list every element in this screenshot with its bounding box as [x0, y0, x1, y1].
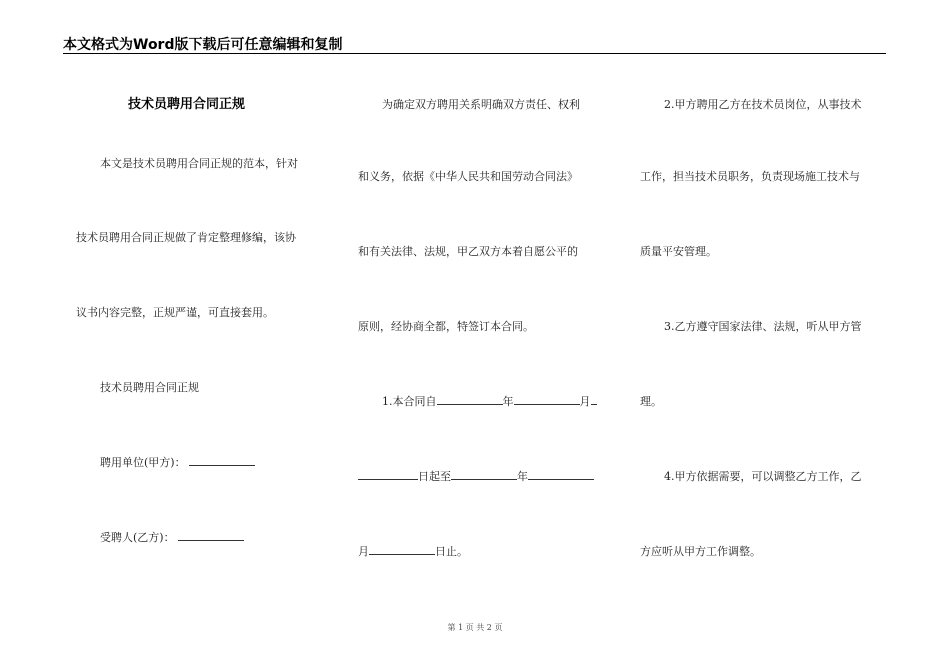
clause-1-text-d: 日起至 — [418, 470, 451, 483]
clause-1-text-e: 年 — [517, 470, 528, 483]
start-day-blank-start — [591, 393, 597, 405]
end-day-blank — [369, 543, 435, 555]
start-month-blank — [514, 393, 580, 405]
clause-3-line-1: 3.乙方遵守国家法律、法规，听从甲方管 — [664, 320, 862, 333]
page-header: 本文格式为Word版下载后可任意编辑和复制 — [63, 37, 343, 53]
employer-field — [100, 454, 255, 470]
clause-3-line-2: 理。 — [640, 395, 662, 408]
clause-1-text-a: 1.本合同自 — [382, 395, 437, 408]
intro-line-3: 议书内容完整，正规严谨，可直接套用。 — [76, 306, 274, 319]
preamble-line-1: 为确定双方聘用关系明确双方责任、权利 — [382, 98, 580, 111]
employee-blank — [178, 529, 244, 541]
clause-1-text-c: 月 — [579, 395, 591, 408]
clause-2-line-2: 工作，担当技术员职务，负责现场施工技术与 — [640, 170, 860, 183]
preamble-line-4: 原则，经协商全都，特签订本合同。 — [358, 320, 534, 333]
preamble-line-3: 和有关法律、法规，甲乙双方本着自愿公平的 — [358, 245, 578, 258]
start-year-blank — [437, 393, 503, 405]
page-number: 第 1 页 共 2 页 — [447, 623, 503, 632]
start-day-blank — [358, 468, 418, 480]
clause-1-text-b: 年 — [502, 395, 514, 408]
clause-1-text-f: 月 — [358, 545, 369, 558]
clause-4-line-1: 4.甲方依据需要，可以调整乙方工作，乙 — [664, 470, 862, 483]
clause-4-line-2: 方应听从甲方工作调整。 — [640, 545, 761, 558]
clause-1-text-g: 日止。 — [435, 545, 468, 558]
clause-1-line-3 — [358, 543, 468, 559]
end-year-blank — [451, 468, 517, 480]
employee-field — [100, 529, 244, 545]
header-divider — [63, 53, 886, 54]
preamble-line-2: 和义务，依据《中华人民共和国劳动合同法》 — [358, 170, 578, 183]
clause-2-line-1: 2.甲方聘用乙方在技术员岗位，从事技术 — [664, 98, 862, 111]
employer-label: 聘用单位(甲方)： — [100, 456, 186, 469]
clause-2-line-3: 质量平安管理。 — [640, 245, 717, 258]
clause-1-line-2 — [358, 468, 594, 484]
document-title: 技术员聘用合同正规 — [128, 97, 246, 112]
employee-label: 受聘人(乙方)： — [100, 531, 175, 544]
employer-blank — [189, 454, 255, 466]
intro-line-1: 本文是技术员聘用合同正规的范本，针对 — [100, 157, 298, 170]
intro-line-2: 技术员聘用合同正规做了肯定整理修编，该协 — [76, 231, 296, 244]
contract-subtitle: 技术员聘用合同正规 — [100, 381, 199, 394]
end-month-blank-start — [528, 468, 594, 480]
clause-1-line-1 — [382, 393, 597, 409]
